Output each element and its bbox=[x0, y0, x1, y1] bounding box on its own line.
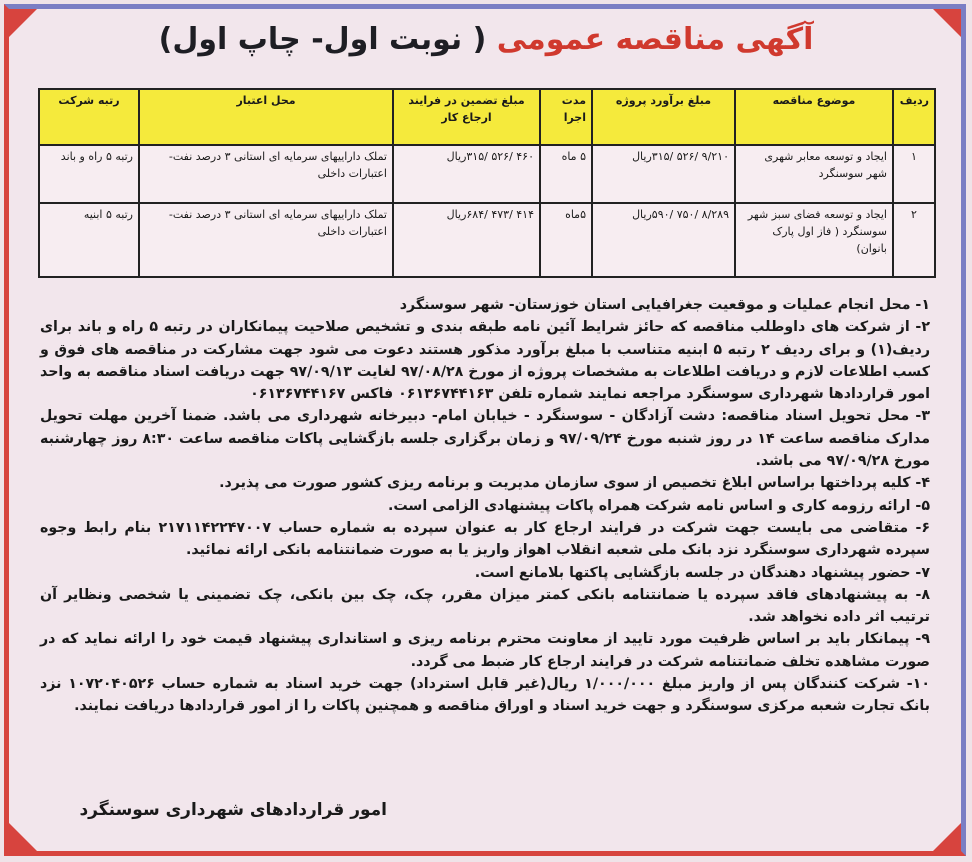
header-credit: محل اعتبار bbox=[139, 89, 393, 145]
cell-rank: رتبه ۵ ابنیه bbox=[39, 203, 139, 277]
cell-estimate: ۹/۲۱۰ /۵۲۶ /۳۱۵ریال bbox=[592, 145, 735, 203]
header-rank: رتبه شرکت bbox=[39, 89, 139, 145]
tender-table bbox=[38, 88, 936, 278]
table-row bbox=[39, 203, 935, 277]
cell-duration: ۵ماه bbox=[540, 203, 592, 277]
frame-corner-decoration bbox=[9, 823, 37, 851]
notice-title bbox=[0, 18, 972, 62]
clause-2: ۲- از شرکت های داوطلب مناقصه که حائز شرایط آئین نامه طبقه بندی و تشخیص صلاحیت پیمانکاران در رتبه ۵ راه و باند برای ردیف(۱) و برای ردیف ۲ رتبه ۵ ابنیه متناسب با مبلغ برآورد مذکور هستند دعوت می شود جهت مشارکت در مناقصه های فوق و کسب اطلاعات لازم و دریافت اطلاعات به مشخصات پروژه از مورخ ۹۷/۰۸/۲۸ لغایت ۹۷/۰۹/۱۳ جهت دریافت اسناد مناقصه به واحد امور قراردادها شهرداری سوسنگرد مراجعه نمایند شماره تلفن ۰۶۱۳۶۷۴۴۱۶۳ فاکس ۰۶۱۳۶۷۴۴۱۶۷ bbox=[40, 319, 930, 403]
clause-10: ۱۰- شرکت کنندگان پس از واریز مبلغ ۱/۰۰۰/۰۰۰ ریال(غیر قابل استرداد) جهت خرید اسناد به شماره حساب ۱۰۷۲۰۴۰۵۲۶ نزد بانک تجارت شعبه مرکزی سوسنگرد و جهت خرید اسناد و اوراق مناقصه و همچنین پاکات را از امور قراردادها دریافت نمایند. bbox=[40, 676, 930, 715]
clause-8: ۸- به پیشنهادهای فاقد سپرده یا ضمانتنامه بانکی کمتر میزان مقرر، چک، چک بین بانکی، چک تضمینی یا شخصی ونظایر آن ترتیب اثر داده نخواهد شد. bbox=[40, 586, 930, 626]
header-row-no: ردیف bbox=[893, 89, 935, 145]
clause-6: ۶- متقاضی می بایست جهت شرکت در فرایند ارجاع کار به عنوان سپرده به شماره حساب ۲۱۷۱۱۴۲۲۴۷۰۰۷ بنام رابط وجوه سپرده شهرداری سوسنگرد نزد بانک ملی شعبه انقلاب اهواز واریز یا به صورت ضمانتنامه بانکی ارائه نمائید. bbox=[40, 519, 930, 559]
cell-row-no: ۲ bbox=[893, 203, 935, 277]
clause-5: ۵- ارائه رزومه کاری و اساس نامه شرکت همراه پاکات پیشنهادی الزامی است. bbox=[387, 497, 930, 514]
cell-subject: ایجاد و توسعه معابر شهری شهر سوسنگرد bbox=[735, 145, 893, 203]
clause-4: ۴- کلیه پرداختها براساس ابلاغ تخصیص از سوی سازمان مدیریت و برنامه ریزی کشور صورت می پذیرد. bbox=[219, 475, 930, 492]
cell-subject: ایجاد و توسعه فضای سبز شهر سوسنگرد ( فاز اول پارک بانوان) bbox=[735, 203, 893, 277]
table-row bbox=[39, 145, 935, 203]
header-subject: موضوع مناقصه bbox=[735, 89, 893, 145]
header-guarantee: مبلغ تضمین در فرایند ارجاع کار bbox=[393, 89, 540, 145]
frame-corner-decoration bbox=[933, 823, 961, 851]
clause-1: ۱- محل انجام عملیات و موقعیت جغرافیایی استان خوزستان- شهر سوسنگرد bbox=[399, 297, 930, 313]
title-edition: ( نوبت اول- چاپ اول) bbox=[158, 22, 487, 57]
clause-9: ۹- پیمانکار باید بر اساس ظرفیت مورد تایید از معاونت محترم برنامه ریزی و استانداری پیشنهاد قیمت خود را ارائه نماید که در صورت مشاهده تخلف ضمانتنامه شرکت در فرایند ارجاع کار ضبط می گردد. bbox=[40, 631, 930, 670]
table-header-row bbox=[39, 89, 935, 145]
title-main: آگهی مناقصه عمومی bbox=[496, 22, 814, 57]
cell-row-no: ۱ bbox=[893, 145, 935, 203]
cell-guarantee: ۴۶۰ /۵۲۶ /۳۱۵ریال bbox=[393, 145, 540, 203]
clause-7: ۷- حضور پیشنهاد دهندگان در جلسه بازگشایی پاکتها بلامانع است. bbox=[474, 564, 930, 581]
header-duration: مدت اجرا bbox=[540, 89, 592, 145]
cell-estimate: ۸/۲۸۹ /۷۵۰ /۵۹۰ریال bbox=[592, 203, 735, 277]
cell-duration: ۵ ماه bbox=[540, 145, 592, 203]
clause-3: ۳- محل تحویل اسناد مناقصه: دشت آزادگان - سوسنگرد - خیابان امام- دبیرخانه شهرداری می باشد. ضمنا آخرین مهلت تحویل مدارک مناقصه ساعت ۱۴ در روز شنبه مورخ ۹۷/۰۹/۲۴ و زمان برگزاری جلسه بازگشایی پاکات مناقصه ساعت ۸:۳۰ روز چهارشنبه مورخ ۹۷/۰۹/۲۸ می باشد. bbox=[40, 408, 930, 470]
notice-clauses bbox=[40, 294, 930, 718]
header-estimate: مبلغ برآورد پروژه bbox=[592, 89, 735, 145]
issuer-signature: امور قراردادهای شهرداری سوسنگرد bbox=[79, 800, 387, 820]
cell-credit: تملک داراییهای سرمایه ای استانی ۳ درصد نفت- اعتبارات داخلی bbox=[139, 145, 393, 203]
cell-rank: رتبه ۵ راه و باند bbox=[39, 145, 139, 203]
cell-credit: تملک داراییهای سرمایه ای استانی ۳ درصد نفت- اعتبارات داخلی bbox=[139, 203, 393, 277]
cell-guarantee: ۴۱۴ /۴۷۳ /۶۸۴ریال bbox=[393, 203, 540, 277]
